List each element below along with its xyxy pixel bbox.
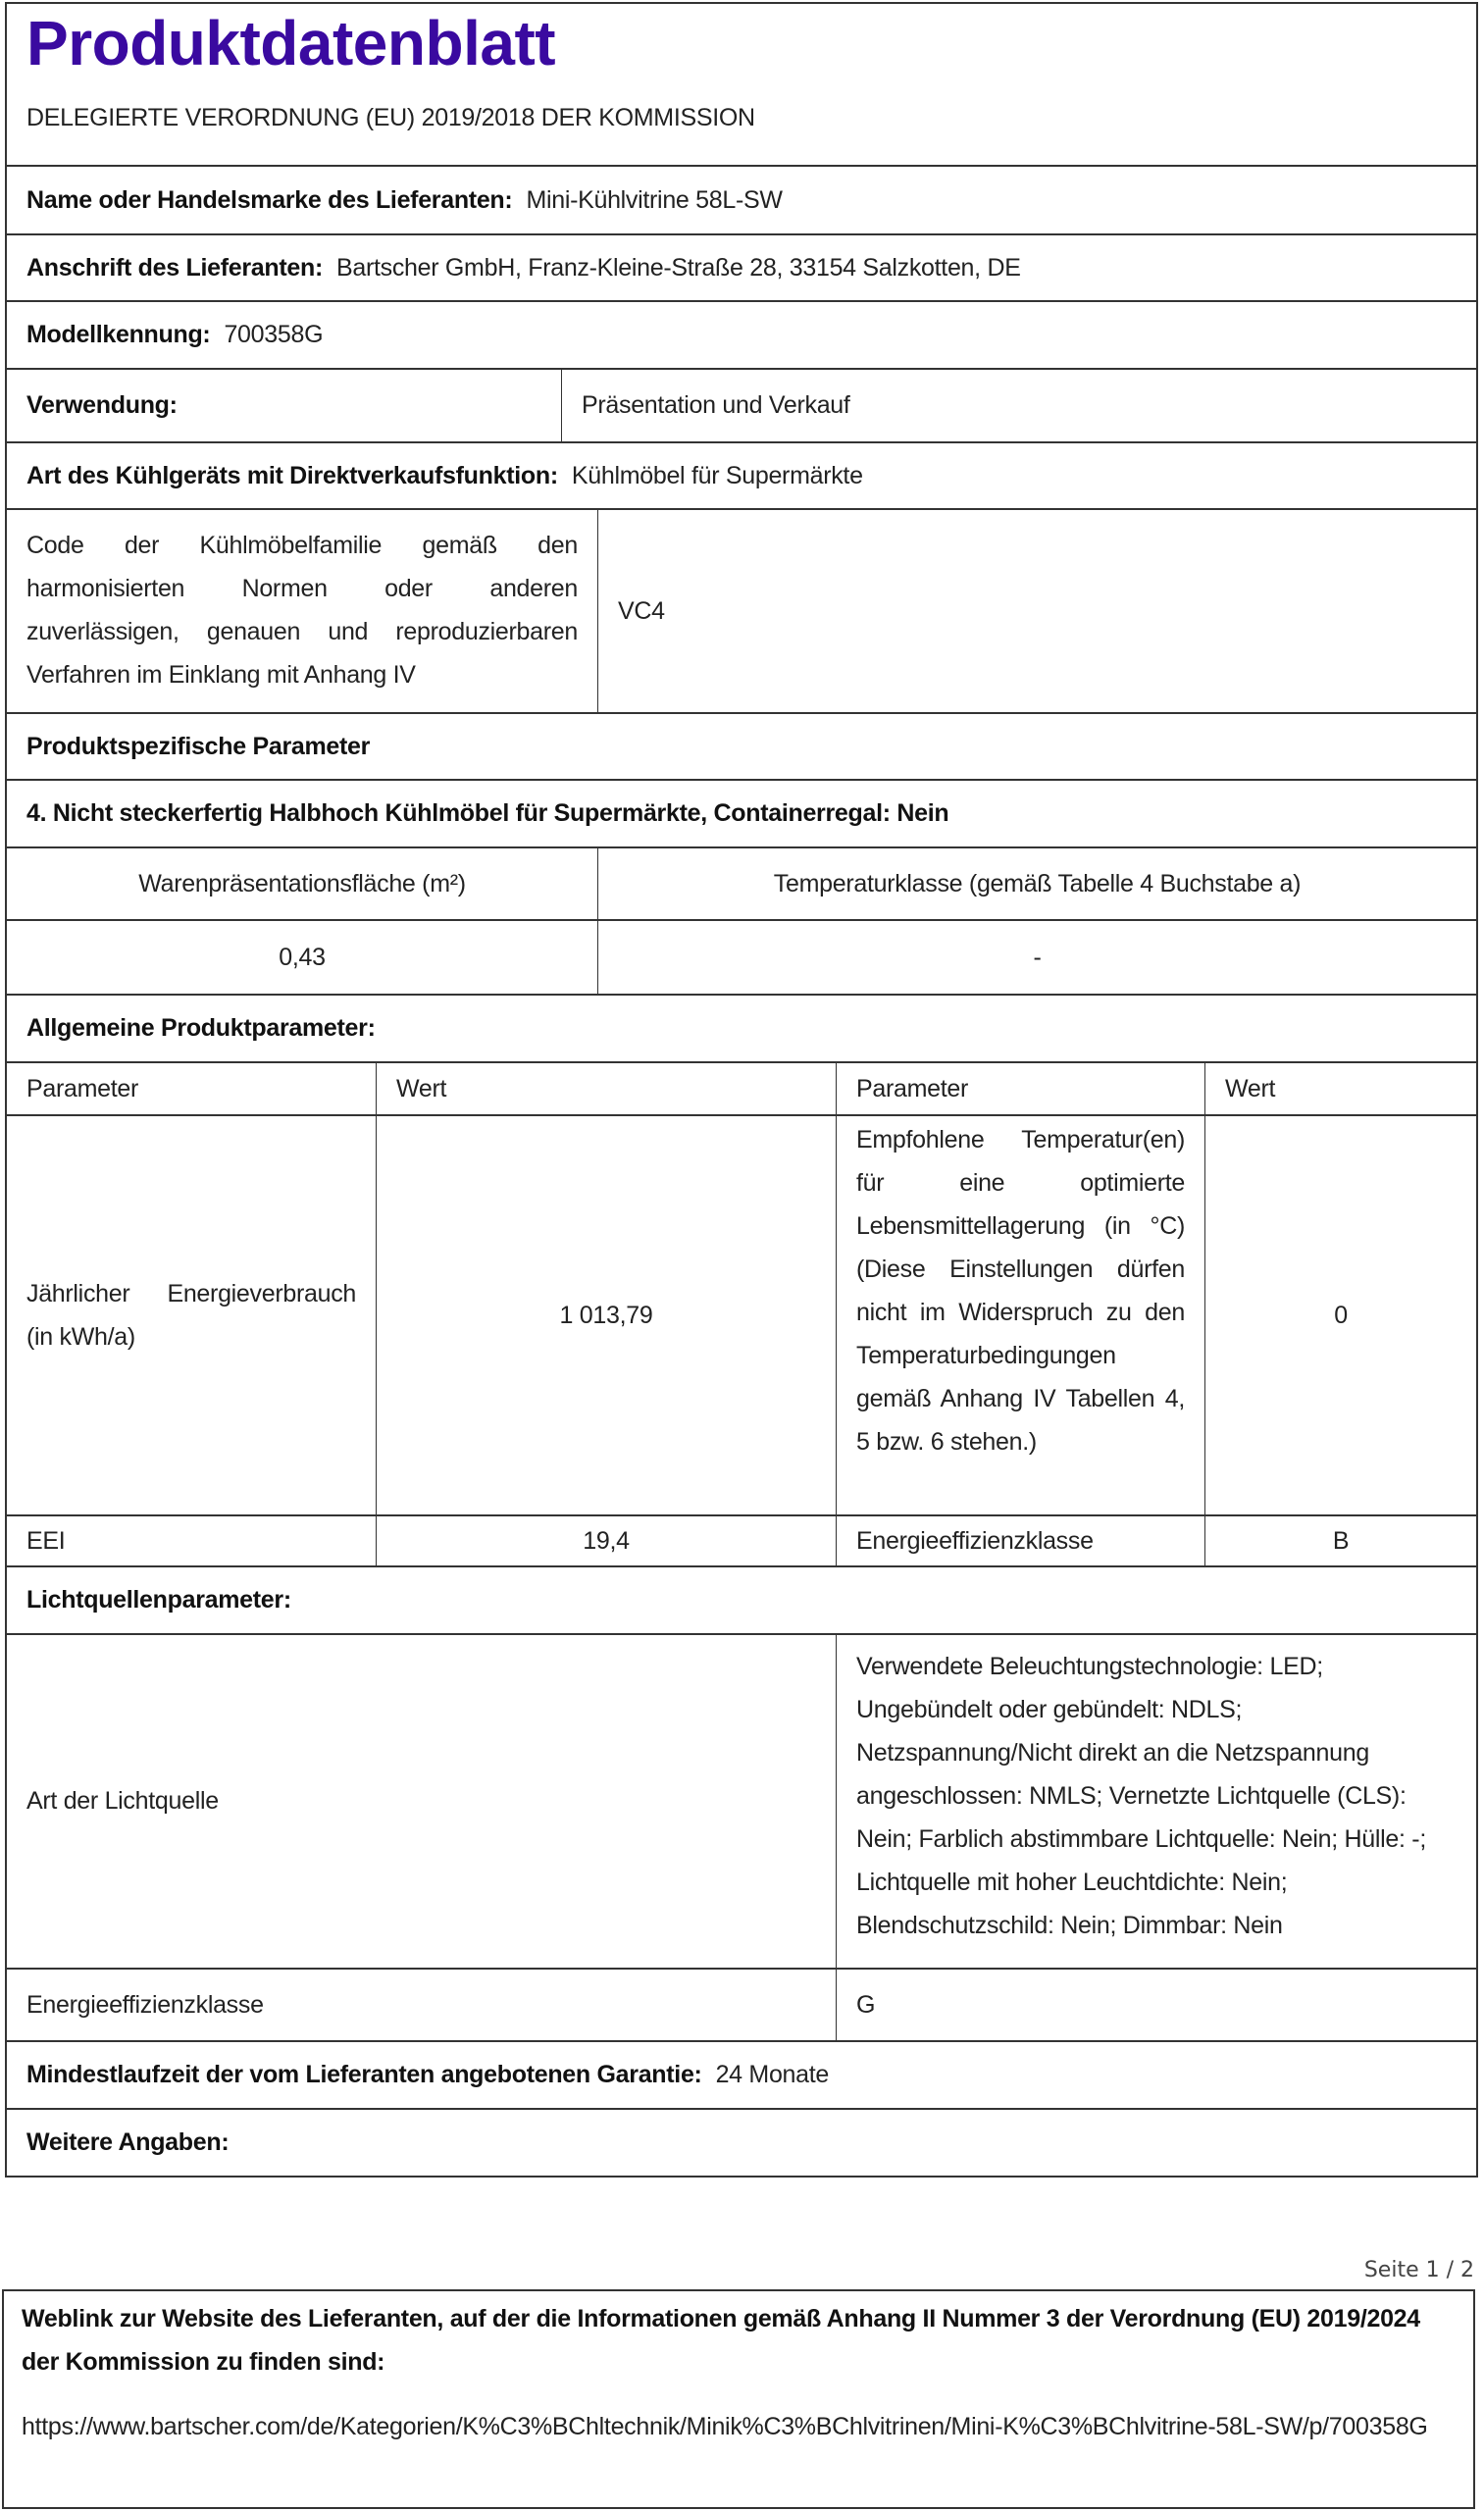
- general-heading: Allgemeine Produktparameter:: [26, 1014, 376, 1042]
- column-header-value-1: Wert: [376, 1063, 836, 1114]
- annual-energy-label: Jährlicher Energieverbrauch (in kWh/a): [26, 1280, 356, 1351]
- appliance-type-row: [7, 443, 1476, 510]
- appliance-type-label: Art des Kühlgeräts mit Direktverkaufsfunktion:: [26, 461, 558, 489]
- display-area-header: Warenpräsentationsfläche (m²): [138, 869, 466, 897]
- model-label: Modellkennung:: [26, 321, 211, 348]
- temperature-class-header: Temperaturklasse (gemäß Tabelle 4 Buchstabe a): [597, 848, 1476, 919]
- light-source-type-value: Verwendete Beleuchtungstechnologie: LED; Ungebündelt oder gebündelt: NDLS; Netzspannung/Nicht direkt an die Netzspannung angeschlossen: NMLS; Vernetzte Lichtquelle (CLS): Nein; Farblich abstimmbare Lichtquelle: Nein; Hülle: -; Lichtquelle mit hoher Leuchtdichte: Nein; Blendschutzschild: Nein; Dimmbar: Nein: [836, 1635, 1476, 1968]
- page-title: Produktdatenblatt: [26, 8, 556, 78]
- weblink-heading: Weblink zur Website des Lieferanten, auf der die Informationen gemäß Anhang II Nummer 3 der Verordnung (EU) 2019/2024 der Kommission zu finden sind:: [22, 2305, 1420, 2376]
- warranty-cell: [7, 2042, 1476, 2108]
- general-heading-row: [7, 996, 1476, 1063]
- model-cell: [7, 302, 1476, 368]
- general-table-header: [7, 1063, 1476, 1116]
- supplier-name-row: [7, 167, 1476, 235]
- annual-energy-value: 1 013,79: [376, 1116, 836, 1514]
- supplier-address-cell: [7, 235, 1476, 300]
- light-source-heading: Lichtquellenparameter:: [26, 1586, 291, 1614]
- table-row: [7, 1116, 1476, 1516]
- usage-value: Präsentation und Verkauf: [561, 370, 1476, 441]
- supplier-address-value: Bartscher GmbH, Franz-Kleine-Straße 28, 33154 Salzkotten, DE: [335, 253, 1021, 282]
- supplier-name-value: Mini-Kühlvitrine 58L-SW: [526, 185, 783, 214]
- usage-label: Verwendung:: [26, 391, 178, 419]
- additional-info-label: Weitere Angaben:: [26, 2128, 230, 2156]
- product-category: 4. Nicht steckerfertig Halbhoch Kühlmöbel für Supermärkte, Containerregal: Nein: [26, 799, 949, 827]
- model-row: [7, 302, 1476, 370]
- additional-info-row: [7, 2110, 1476, 2178]
- column-header-value-2: Wert: [1204, 1063, 1476, 1114]
- table-row: [7, 1516, 1476, 1567]
- supplier-address-label: Anschrift des Lieferanten:: [26, 253, 323, 282]
- supplier-name-cell: [7, 167, 1476, 233]
- recommended-temperature-value: 0: [1204, 1116, 1476, 1514]
- light-source-type-row: [7, 1635, 1476, 1970]
- warranty-label: Mindestlaufzeit der vom Lieferanten angebotenen Garantie:: [26, 2061, 702, 2088]
- title-cell: [7, 4, 1476, 165]
- usage-row: [7, 370, 1476, 443]
- warranty-row: [7, 2042, 1476, 2110]
- weblink-box: [2, 2289, 1475, 2509]
- display-area-value: 0,43: [279, 943, 326, 971]
- eei-value: 19,4: [376, 1516, 836, 1565]
- product-specific-heading: Produktspezifische Parameter: [26, 732, 371, 760]
- light-source-class-label: Energieeffizienzklasse: [26, 1990, 264, 2019]
- light-source-class-row: [7, 1970, 1476, 2042]
- family-code-row: [7, 510, 1476, 714]
- warranty-value: 24 Monate: [715, 2061, 830, 2088]
- product-specific-value-row: [7, 921, 1476, 996]
- title-block: [7, 4, 1476, 167]
- energy-class-label: Energieeffizienzklasse: [836, 1516, 1204, 1565]
- regulation-subtitle: DELEGIERTE VERORDNUNG (EU) 2019/2018 DER KOMMISSION: [26, 104, 755, 131]
- model-value: 700358G: [224, 321, 324, 348]
- supplier-name-label: Name oder Handelsmarke des Lieferanten:: [26, 185, 513, 214]
- eei-label: EEI: [26, 1526, 66, 1555]
- energy-class-value: B: [1204, 1516, 1476, 1565]
- product-category-row: [7, 781, 1476, 848]
- light-source-heading-row: [7, 1567, 1476, 1635]
- column-header-parameter-1: Parameter: [26, 1074, 139, 1102]
- recommended-temperature-label: Empfohlene Temperatur(en) für eine optimierte Lebensmittellagerung (in °C) (Diese Einstellungen dürfen nicht im Widerspruch zu den Temperaturbedingungen gemäß Anhang IV Tabellen 4, 5 bzw. 6 stehen.): [836, 1116, 1204, 1514]
- appliance-type-cell: [7, 443, 1476, 508]
- family-code-value: VC4: [597, 510, 1476, 712]
- page-number: Seite 1 / 2: [1363, 2258, 1474, 2282]
- product-specific-header-row: [7, 848, 1476, 921]
- light-source-class-value: G: [836, 1970, 1476, 2040]
- light-source-type-label: Art der Lichtquelle: [26, 1787, 219, 1815]
- product-specific-heading-row: [7, 714, 1476, 781]
- family-code-label: Code der Kühlmöbelfamilie gemäß den harmonisierten Normen oder anderen zuverlässigen, genauen und reproduzierbaren Verfahren im Einklang mit Anhang IV: [26, 532, 578, 689]
- weblink-url[interactable]: https://www.bartscher.com/de/Kategorien/K%C3%BChltechnik/Minik%C3%BChlvitrinen/Mini-K%C3%BChlvitrine-58L-SW/p/700358G: [22, 2413, 1428, 2440]
- appliance-type-value: Kühlmöbel für Supermärkte: [571, 461, 863, 489]
- product-data-sheet: [5, 2, 1478, 2178]
- column-header-parameter-2: Parameter: [836, 1063, 1204, 1114]
- temperature-class-value: -: [597, 921, 1476, 994]
- supplier-address-row: [7, 235, 1476, 302]
